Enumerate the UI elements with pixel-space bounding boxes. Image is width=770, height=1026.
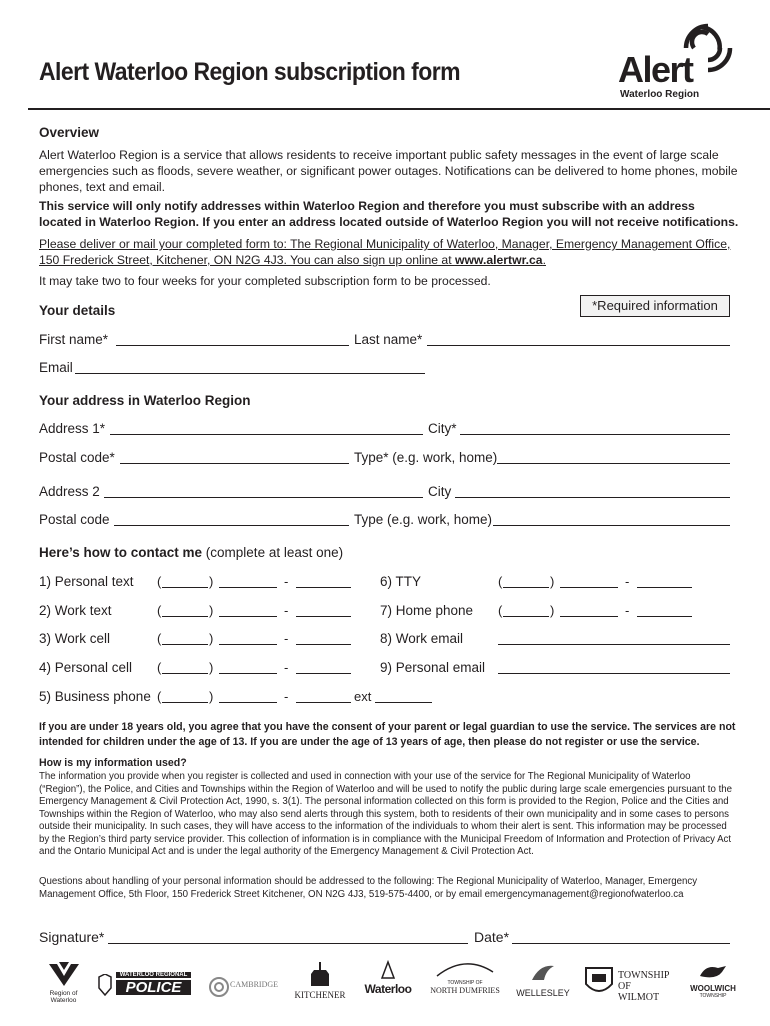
contact-left-5-extension-field[interactable] (375, 702, 432, 703)
city1-field[interactable] (460, 434, 730, 435)
email-field[interactable] (75, 373, 425, 374)
north-dumfries-swoosh-icon (435, 960, 495, 978)
form-title: Alert Waterloo Region subscription form (39, 58, 461, 86)
wellesley-bird-icon (528, 960, 558, 986)
logo-word: Alert (618, 49, 693, 90)
privacy-heading: How is my information used? (39, 757, 187, 769)
signature-field[interactable] (108, 943, 468, 944)
cambridge-swirl-icon (208, 976, 230, 998)
contact-right-2-prefix-field[interactable] (560, 616, 618, 617)
privacy-body: The information you provide when you register is collected and used in connection with your use of the service for The Regional Municipality of Waterloo (“Region”), the Police, and Cities and Townships within the Region of Waterloo and will be used to notify the public during large scale emergencies pursuant to the Emergency Management & Civil Protection Act, 1990, s. 3(1). The personal information collected on this form is provided to the Region, Police and the Cities and Townships within the Region of Waterloo, who may also send alerts through this system, both to residents of their own municipality and in some cases to persons outside their municipality. In such cases, they will have access to the information of the individuals to whom their alert is sent. This information may be processed by the Region’s third party service provider. This collection of information is in compliance with the Municipal Freedom of Information and Protection of Privacy Act and the Ontario Municipal Act and is under the legal authority of the Emergency Management & Civil Protection Act. (39, 771, 733, 857)
details-heading: Your details (39, 303, 116, 318)
contact-right-2-label: 7) Home phone (380, 603, 474, 618)
contact-right-4-label: 9) Personal email (380, 660, 486, 675)
paren-open: ( (157, 660, 162, 675)
logo-text: POLICE (116, 980, 191, 995)
logo-top-text: TOWNSHIP OF (447, 980, 483, 986)
dash: - (284, 574, 289, 589)
contact-left-2-label: 2) Work text (39, 603, 112, 618)
first-name-field[interactable] (116, 345, 349, 346)
contact-left-1-prefix-field[interactable] (219, 587, 277, 588)
contact-heading-text: Here’s how to contact me (39, 545, 203, 560)
police-crest-icon (98, 974, 112, 996)
paren-open: ( (498, 603, 503, 618)
contact-right-4-email-field[interactable] (498, 673, 730, 674)
date-field[interactable] (512, 943, 730, 944)
contact-left-5-area-code-field[interactable] (162, 702, 208, 703)
logo-text: NORTH DUMFRIES (430, 986, 500, 995)
delivery-text: Please deliver or mail your completed form to: The Regional Municipality of Waterloo, Manager, Emergency Management Office, 150 Frederick Street, Kitchener, ON N2G 4J3. You can also sign up online at (39, 237, 731, 267)
contact-left-3-label: 3) Work cell (39, 631, 111, 646)
wilmot-logo (584, 960, 674, 1010)
type2-field[interactable] (493, 525, 730, 526)
dash: - (284, 603, 289, 618)
waterloo-mark-icon (380, 960, 396, 980)
logo-text: Region of Waterloo (49, 990, 78, 1004)
region-emblem-icon (47, 960, 81, 988)
paren-close: ) (209, 631, 214, 646)
contact-left-1-area-code-field[interactable] (162, 587, 208, 588)
ext-label: ext (354, 689, 372, 704)
woolwich-logo (683, 960, 743, 1010)
paren-close: ) (209, 660, 214, 675)
contact-right-2-area-code-field[interactable] (503, 616, 549, 617)
logo-top-text: TOWNSHIP (699, 993, 727, 999)
cambridge-logo (208, 976, 278, 1026)
city2-field[interactable] (455, 497, 730, 498)
paren-close: ) (209, 689, 214, 704)
overview-notice: This service will only notify addresses within Waterloo Region and therefore you must subscribe with an address located in Waterloo Region. If you enter an address located outside of Waterloo Region you will not receive notifications. (39, 199, 739, 229)
paren-open: ( (157, 689, 162, 704)
wilmot-crest-icon (584, 964, 614, 998)
kitchener-building-icon (305, 960, 335, 988)
contact-heading-note: (complete at least one) (202, 545, 344, 560)
postal2-field[interactable] (114, 525, 349, 526)
contact-left-4-label: 4) Personal cell (39, 660, 133, 675)
contact-right-1-label: 6) TTY (380, 574, 422, 589)
partner-logos (28, 960, 748, 1012)
age-consent: If you are under 18 years old, you agree that you have the consent of your parent or legal guardian to use the service. The services are not intended for children under the age of 13. If you are under the age of 13 years of age, then please do not register or use the service. (39, 721, 736, 748)
contact-left-2-line-number-field[interactable] (296, 616, 351, 617)
date-label: Date* (474, 929, 510, 945)
type1-field[interactable] (497, 463, 730, 464)
contact-left-2-prefix-field[interactable] (219, 616, 277, 617)
paren-close: ) (550, 574, 555, 589)
woolwich-animal-icon (698, 960, 728, 982)
required-info-badge: *Required information (580, 295, 730, 317)
paren-open: ( (157, 631, 162, 646)
paren-close: ) (209, 603, 214, 618)
postal2-label: Postal code (39, 512, 110, 527)
last-name-label: Last name* (354, 332, 423, 347)
contact-left-3-line-number-field[interactable] (296, 644, 351, 645)
city1-label: City* (428, 421, 457, 436)
north-dumfries-logo (426, 960, 504, 1010)
overview-heading: Overview (39, 125, 100, 140)
contact-left-1-label: 1) Personal text (39, 574, 134, 589)
address-heading: Your address in Waterloo Region (39, 393, 251, 408)
signature-label: Signature* (39, 929, 105, 945)
logo-subtitle: Waterloo Region (620, 89, 700, 100)
police-logo (98, 960, 193, 1010)
paren-close: ) (209, 574, 214, 589)
contact-right-3-email-field[interactable] (498, 644, 730, 645)
logo-text: CAMBRIDGE (230, 980, 279, 989)
overview-intro: Alert Waterloo Region is a service that allows residents to receive important public safety messages in the event of large scale emergencies such as floods, severe weather, or significant power outages. Notifications can be delivered to home phones, mobile phones, text and email. (39, 148, 738, 194)
dash: - (284, 631, 289, 646)
logo-text: WOOLWICH (690, 984, 736, 993)
alertwr-link[interactable]: www.alertwr.ca (454, 253, 543, 267)
logo-text: KITCHENER (294, 990, 346, 1000)
paren-open: ( (157, 574, 162, 589)
contact-right-1-line-number-field[interactable] (637, 587, 692, 588)
contact-left-5-line-number-field[interactable] (296, 702, 351, 703)
contact-left-3-prefix-field[interactable] (219, 644, 277, 645)
wellesley-logo (513, 960, 573, 1010)
processing-time: It may take two to four weeks for your completed subscription form to be processed. (39, 274, 491, 288)
contact-right-2-line-number-field[interactable] (637, 616, 692, 617)
privacy-questions: Questions about handling of your personal information should be addressed to the following: The Regional Municipality of Waterloo, Manager, Emergency Management Office, 5th Floor, 150 Frederick Street Kitchener, ON N2G 4J3, 519-575-4400, or by email emergencymanagement@regionofwaterloo.ca (39, 876, 698, 900)
first-name-label: First name* (39, 332, 109, 347)
contact-left-1-line-number-field[interactable] (296, 587, 351, 588)
alert-logo (618, 22, 733, 104)
paren-open: ( (157, 603, 162, 618)
contact-left-4-line-number-field[interactable] (296, 673, 351, 674)
email-label: Email (39, 360, 73, 375)
contact-left-5-prefix-field[interactable] (219, 702, 277, 703)
contact-right-1-area-code-field[interactable] (503, 587, 549, 588)
header-divider (28, 108, 770, 110)
postal1-field[interactable] (120, 463, 349, 464)
region-of-waterloo-logo (36, 960, 91, 1010)
waterloo-logo (358, 960, 418, 1010)
contact-right-3-label: 8) Work email (380, 631, 464, 646)
type2-label: Type (e.g. work, home) (354, 512, 493, 527)
logo-text: TOWNSHIP OF WILMOT (618, 970, 670, 1003)
dash: - (284, 660, 289, 675)
logo-text: WELLESLEY (516, 988, 570, 998)
contact-left-5-label: 5) Business phone (39, 689, 151, 704)
dash: - (625, 574, 630, 589)
address2-label: Address 2 (39, 484, 100, 499)
paren-open: ( (498, 574, 503, 589)
address1-label: Address 1* (39, 421, 106, 436)
dash: - (625, 603, 630, 618)
contact-left-3-area-code-field[interactable] (162, 644, 208, 645)
address1-field[interactable] (110, 434, 423, 435)
last-name-field[interactable] (427, 345, 730, 346)
address2-field[interactable] (104, 497, 423, 498)
type1-label: Type* (e.g. work, home) (354, 450, 498, 465)
postal1-label: Postal code* (39, 450, 115, 465)
contact-left-4-area-code-field[interactable] (162, 673, 208, 674)
dash: - (284, 689, 289, 704)
contact-left-2-area-code-field[interactable] (162, 616, 208, 617)
contact-left-4-prefix-field[interactable] (219, 673, 277, 674)
contact-right-1-prefix-field[interactable] (560, 587, 618, 588)
logo-top-text: WATERLOO REGIONAL (116, 972, 191, 978)
city2-label: City (428, 484, 452, 499)
delivery-instructions (39, 236, 739, 268)
contact-heading (39, 545, 343, 560)
paren-close: ) (550, 603, 555, 618)
delivery-end: . (542, 253, 546, 267)
kitchener-logo (290, 960, 350, 1010)
logo-text: Waterloo (364, 982, 412, 996)
